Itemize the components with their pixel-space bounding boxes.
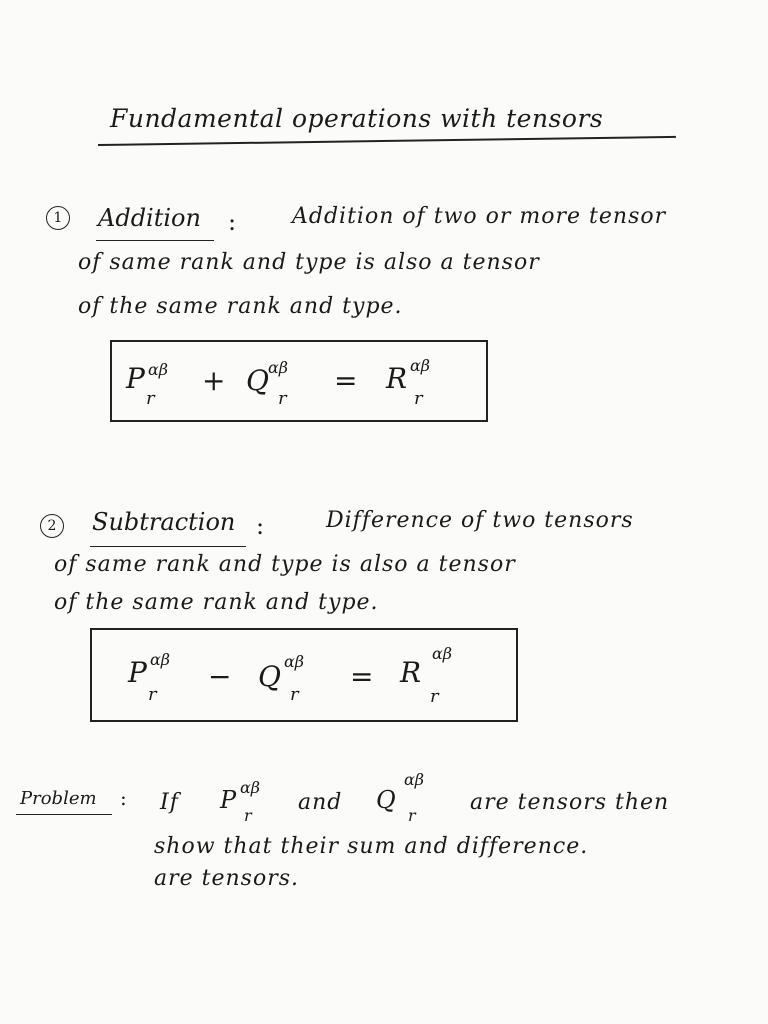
section-2-number: 2 <box>40 514 64 538</box>
addition-eq-p-sup: αβ <box>148 360 169 379</box>
subtraction-eq-p: P <box>128 656 147 689</box>
problem-label: Problem <box>20 788 97 809</box>
addition-heading-underline <box>96 240 214 241</box>
addition-eq-p: P <box>126 362 145 395</box>
problem-p-sup: αβ <box>240 778 261 797</box>
addition-line-1: Addition of two or more tensor <box>292 204 667 229</box>
subtraction-heading-underline <box>90 546 246 547</box>
subtraction-heading: Subtraction <box>92 508 236 536</box>
subtraction-eq-p-sub: r <box>148 684 157 705</box>
subtraction-eq-q-sup: αβ <box>284 652 305 671</box>
subtraction-eq-q: Q <box>258 660 281 693</box>
subtraction-equation-box <box>90 628 518 722</box>
page-title: Fundamental operations with tensors <box>110 104 604 133</box>
addition-eq-q-sup: αβ <box>268 358 289 377</box>
subtraction-equals: = <box>350 660 374 693</box>
addition-line-3: of the same rank and type. <box>78 294 403 319</box>
subtraction-line-1: Difference of two tensors <box>326 508 634 533</box>
subtraction-minus-operator: − <box>208 660 232 693</box>
subtraction-line-3: of the same rank and type. <box>54 590 379 615</box>
addition-eq-r-sup: αβ <box>410 356 431 375</box>
addition-eq-q-sub: r <box>278 388 287 409</box>
problem-p: P <box>220 786 237 814</box>
problem-if: If <box>160 790 179 815</box>
subtraction-eq-p-sup: αβ <box>150 650 171 669</box>
problem-q: Q <box>376 786 396 814</box>
section-1-number: 1 <box>46 206 70 230</box>
subtraction-line-2: of same rank and type is also a tensor <box>54 552 516 577</box>
problem-line-2: show that their sum and difference. <box>154 834 589 859</box>
subtraction-eq-r-sub: r <box>430 686 439 707</box>
addition-eq-q: Q <box>246 364 269 397</box>
problem-colon: : <box>120 786 127 810</box>
addition-equals: = <box>334 364 358 397</box>
problem-p-sub: r <box>244 806 252 825</box>
addition-eq-p-sub: r <box>146 388 155 409</box>
addition-eq-r-sub: r <box>414 388 423 409</box>
addition-colon: : <box>228 208 237 236</box>
subtraction-eq-r-sup: αβ <box>432 644 453 663</box>
addition-heading: Addition <box>98 204 201 232</box>
subtraction-eq-q-sub: r <box>290 684 299 705</box>
addition-plus-operator: + <box>202 364 226 397</box>
problem-q-sup: αβ <box>404 770 425 789</box>
problem-line-3: are tensors. <box>154 866 300 891</box>
problem-q-sub: r <box>408 806 416 825</box>
addition-equation-box <box>110 340 488 422</box>
subtraction-colon: : <box>256 512 265 540</box>
subtraction-eq-r: R <box>400 656 422 689</box>
problem-and: and <box>298 790 343 815</box>
addition-eq-r: R <box>386 362 408 395</box>
problem-label-underline <box>16 814 112 815</box>
title-underline <box>98 136 676 146</box>
problem-line-1-tail: are tensors then <box>470 790 670 815</box>
addition-line-2: of same rank and type is also a tensor <box>78 250 540 275</box>
